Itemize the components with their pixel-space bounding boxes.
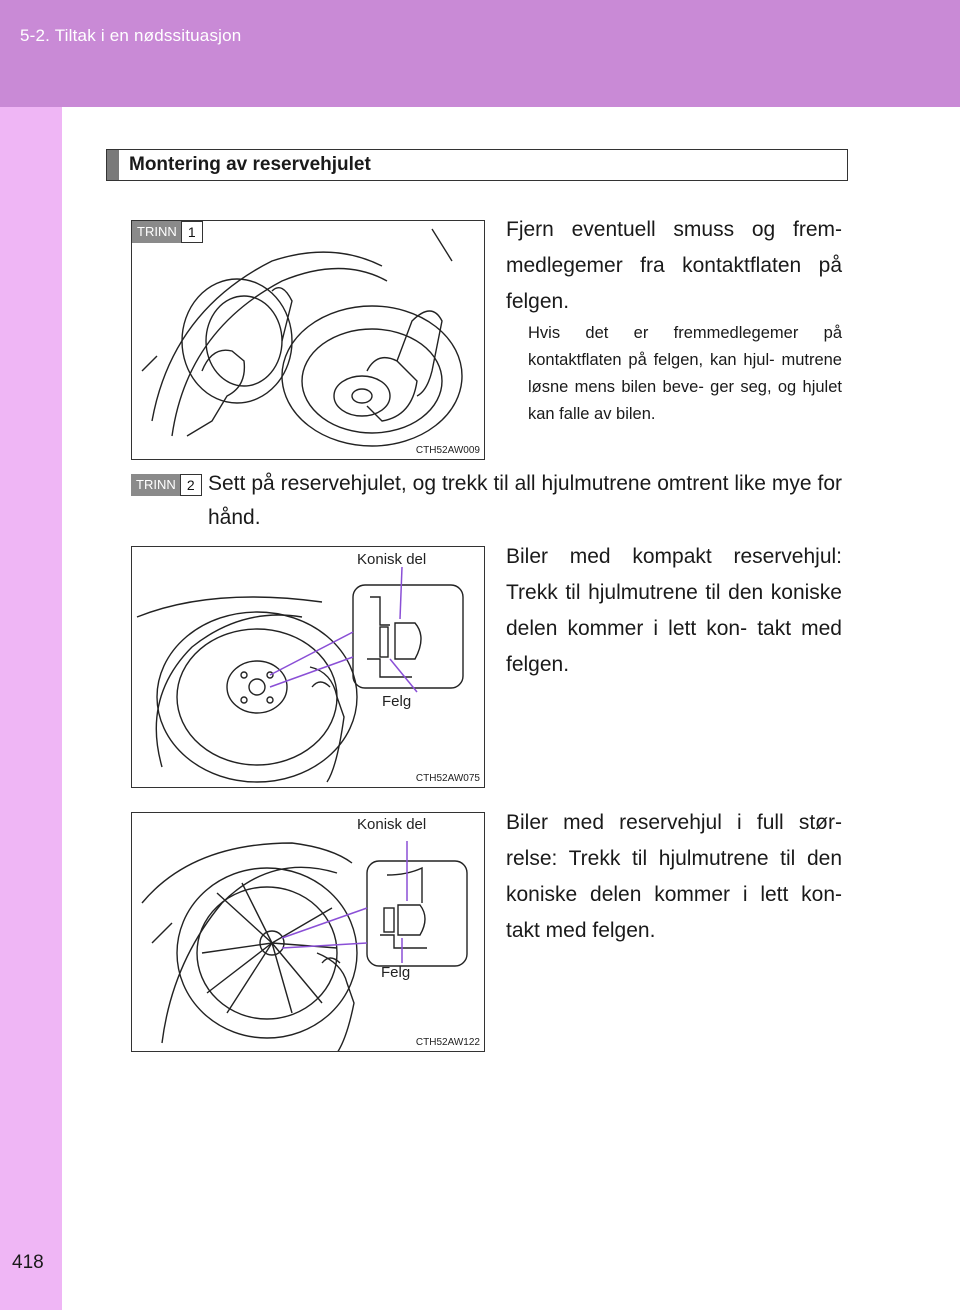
label-rim-compact: Felg — [382, 693, 412, 710]
step-badge-label: TRINN — [131, 474, 180, 496]
figure-compact-spare — [131, 546, 485, 788]
step2-text: Sett på reservehjulet, og trekk til all hjulmutrene omtrent like mye for hånd. — [208, 472, 842, 529]
figure-code: CTH52AW122 — [415, 1037, 480, 1048]
step1-text: Fjern eventuell smuss og frem- medlegemer fra kontaktflaten på felgen. — [506, 218, 842, 313]
page-number: 418 — [12, 1252, 44, 1273]
compact-spare-illustration — [132, 547, 485, 788]
clean-rim-illustration — [132, 221, 485, 460]
fullsize-text: Biler med reservehjul i full stør- relse: Trekk til hjulmutrene til den koniske delen kommer i lett kon- takt med felgen. — [506, 811, 842, 942]
chapter-title: 5-2. Tiltak i en nødssituasjon — [20, 26, 242, 45]
step-badge-2 — [131, 474, 202, 496]
figure-fullsize-spare — [131, 812, 485, 1052]
step-badge-number: 2 — [180, 474, 202, 496]
section-heading — [106, 149, 848, 181]
label-cone-compact: Konisk del — [357, 551, 427, 568]
header-band — [0, 0, 960, 107]
label-cone-fullsize: Konisk del — [357, 816, 427, 833]
heading-bar — [107, 150, 119, 180]
label-rim-fullsize: Felg — [381, 964, 411, 981]
side-strip — [0, 107, 62, 1310]
figure-code: CTH52AW075 — [415, 773, 480, 784]
figure-code: CTH52AW009 — [415, 445, 480, 456]
step1-note: Hvis det er fremmedlegemer på kontaktflaten på felgen, kan hjul- mutrene løsne mens bilen beve- ger seg, og hjulet kan falle av bilen. — [528, 324, 842, 423]
fullsize-spare-illustration — [132, 813, 485, 1052]
step-badge-label: TRINN — [132, 221, 181, 243]
step-badge-1 — [132, 221, 203, 243]
step-badge-number: 1 — [181, 221, 203, 243]
compact-text: Biler med kompakt reservehjul: Trekk til hjulmutrene til den koniske delen kommer i lett kon- takt med felgen. — [506, 545, 842, 676]
figure-clean-rim — [131, 220, 485, 460]
section-heading-text: Montering av reservehjulet — [129, 154, 371, 175]
